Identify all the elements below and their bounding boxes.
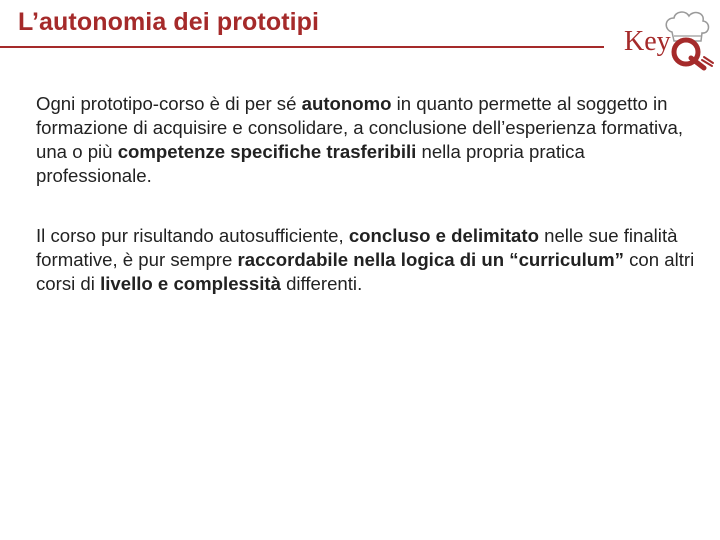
p1-text-3: nella propria pratica professionale. — [36, 141, 585, 186]
p2-text-1: Il corso pur risultando autosufficiente, — [36, 225, 349, 246]
p1-bold-competenze: competenze specifiche trasferibili — [117, 141, 417, 162]
p2-bold-livello: livello e complessità — [100, 273, 281, 294]
logo-text: Key — [624, 26, 671, 57]
paragraph-autonomy — [36, 92, 696, 188]
p1-text-1: Ogni prototipo-corso è di per sé — [36, 93, 302, 114]
p2-text-2: nelle sue finalità formative, è pur sempre — [36, 225, 678, 270]
p2-bold-raccordabile: raccordabile nella logica di un “curriculum” — [237, 249, 624, 270]
title-divider — [0, 46, 604, 48]
p1-bold-autonomo: autonomo — [301, 93, 392, 114]
p1-text-2: in quanto permette al soggetto in formazione di acquisire e consolidare, a conclusione dell’esperienza formativa, una o più — [36, 93, 683, 162]
p2-text-3: con altri corsi di — [36, 249, 695, 294]
p2-text-4: differenti. — [280, 273, 363, 294]
paragraph-self-sufficiency — [36, 224, 696, 296]
p2-bold-concluso: concluso e delimitato — [348, 225, 539, 246]
slide-title: L’autonomia dei prototipi — [18, 8, 320, 36]
slide-body — [36, 92, 696, 332]
keyq-logo — [620, 8, 716, 74]
